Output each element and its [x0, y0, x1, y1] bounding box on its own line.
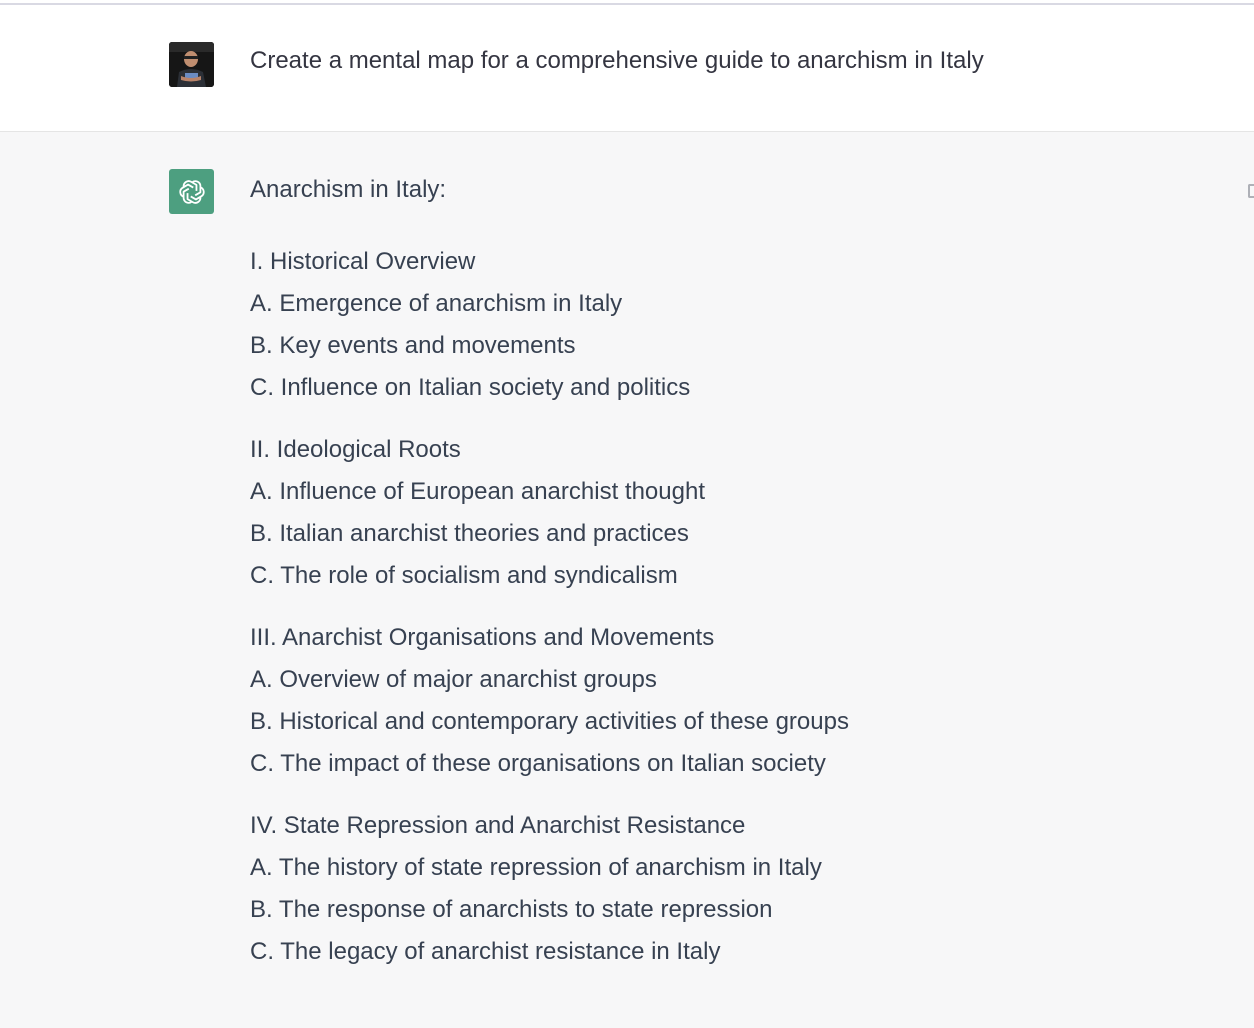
section-item: B. Historical and contemporary activities of these groups — [250, 708, 849, 735]
section-item: C. Influence on Italian society and politics — [250, 374, 691, 401]
openai-logo-icon — [176, 176, 208, 208]
user-avatar-photo — [169, 42, 214, 87]
section-item: C. The role of socialism and syndicalism — [250, 562, 678, 589]
section-item: B. Italian anarchist theories and practices — [250, 520, 689, 547]
section-title: I. Historical Overview — [250, 248, 476, 275]
section-item: B. Key events and movements — [250, 332, 576, 359]
section-title: IV. State Repression and Anarchist Resistance — [250, 812, 746, 839]
section-item: A. Emergence of anarchism in Italy — [250, 290, 623, 317]
section-item: C. The impact of these organisations on Italian society — [250, 750, 826, 777]
copy-icon[interactable] — [1248, 184, 1254, 198]
user-message-row — [0, 5, 1254, 132]
section-title: II. Ideological Roots — [250, 436, 461, 463]
outline-section — [250, 622, 1150, 780]
outline-section — [250, 434, 1150, 592]
user-message-text: Create a mental map for a comprehensive guide to anarchism in Italy — [250, 47, 984, 74]
assistant-avatar — [169, 169, 214, 214]
user-avatar — [169, 42, 214, 87]
outline-section — [250, 246, 1150, 404]
section-item: A. The history of state repression of anarchism in Italy — [250, 854, 822, 881]
section-item: A. Influence of European anarchist thought — [250, 478, 705, 505]
response-intro: Anarchism in Italy: — [250, 176, 447, 203]
assistant-message-row — [0, 132, 1254, 1028]
section-item: C. The legacy of anarchist resistance in Italy — [250, 938, 721, 965]
section-item: B. The response of anarchists to state repression — [250, 896, 773, 923]
section-item: A. Overview of major anarchist groups — [250, 666, 657, 693]
assistant-response — [250, 174, 1150, 998]
section-title: III. Anarchist Organisations and Movements — [250, 624, 715, 651]
outline-section — [250, 810, 1150, 968]
